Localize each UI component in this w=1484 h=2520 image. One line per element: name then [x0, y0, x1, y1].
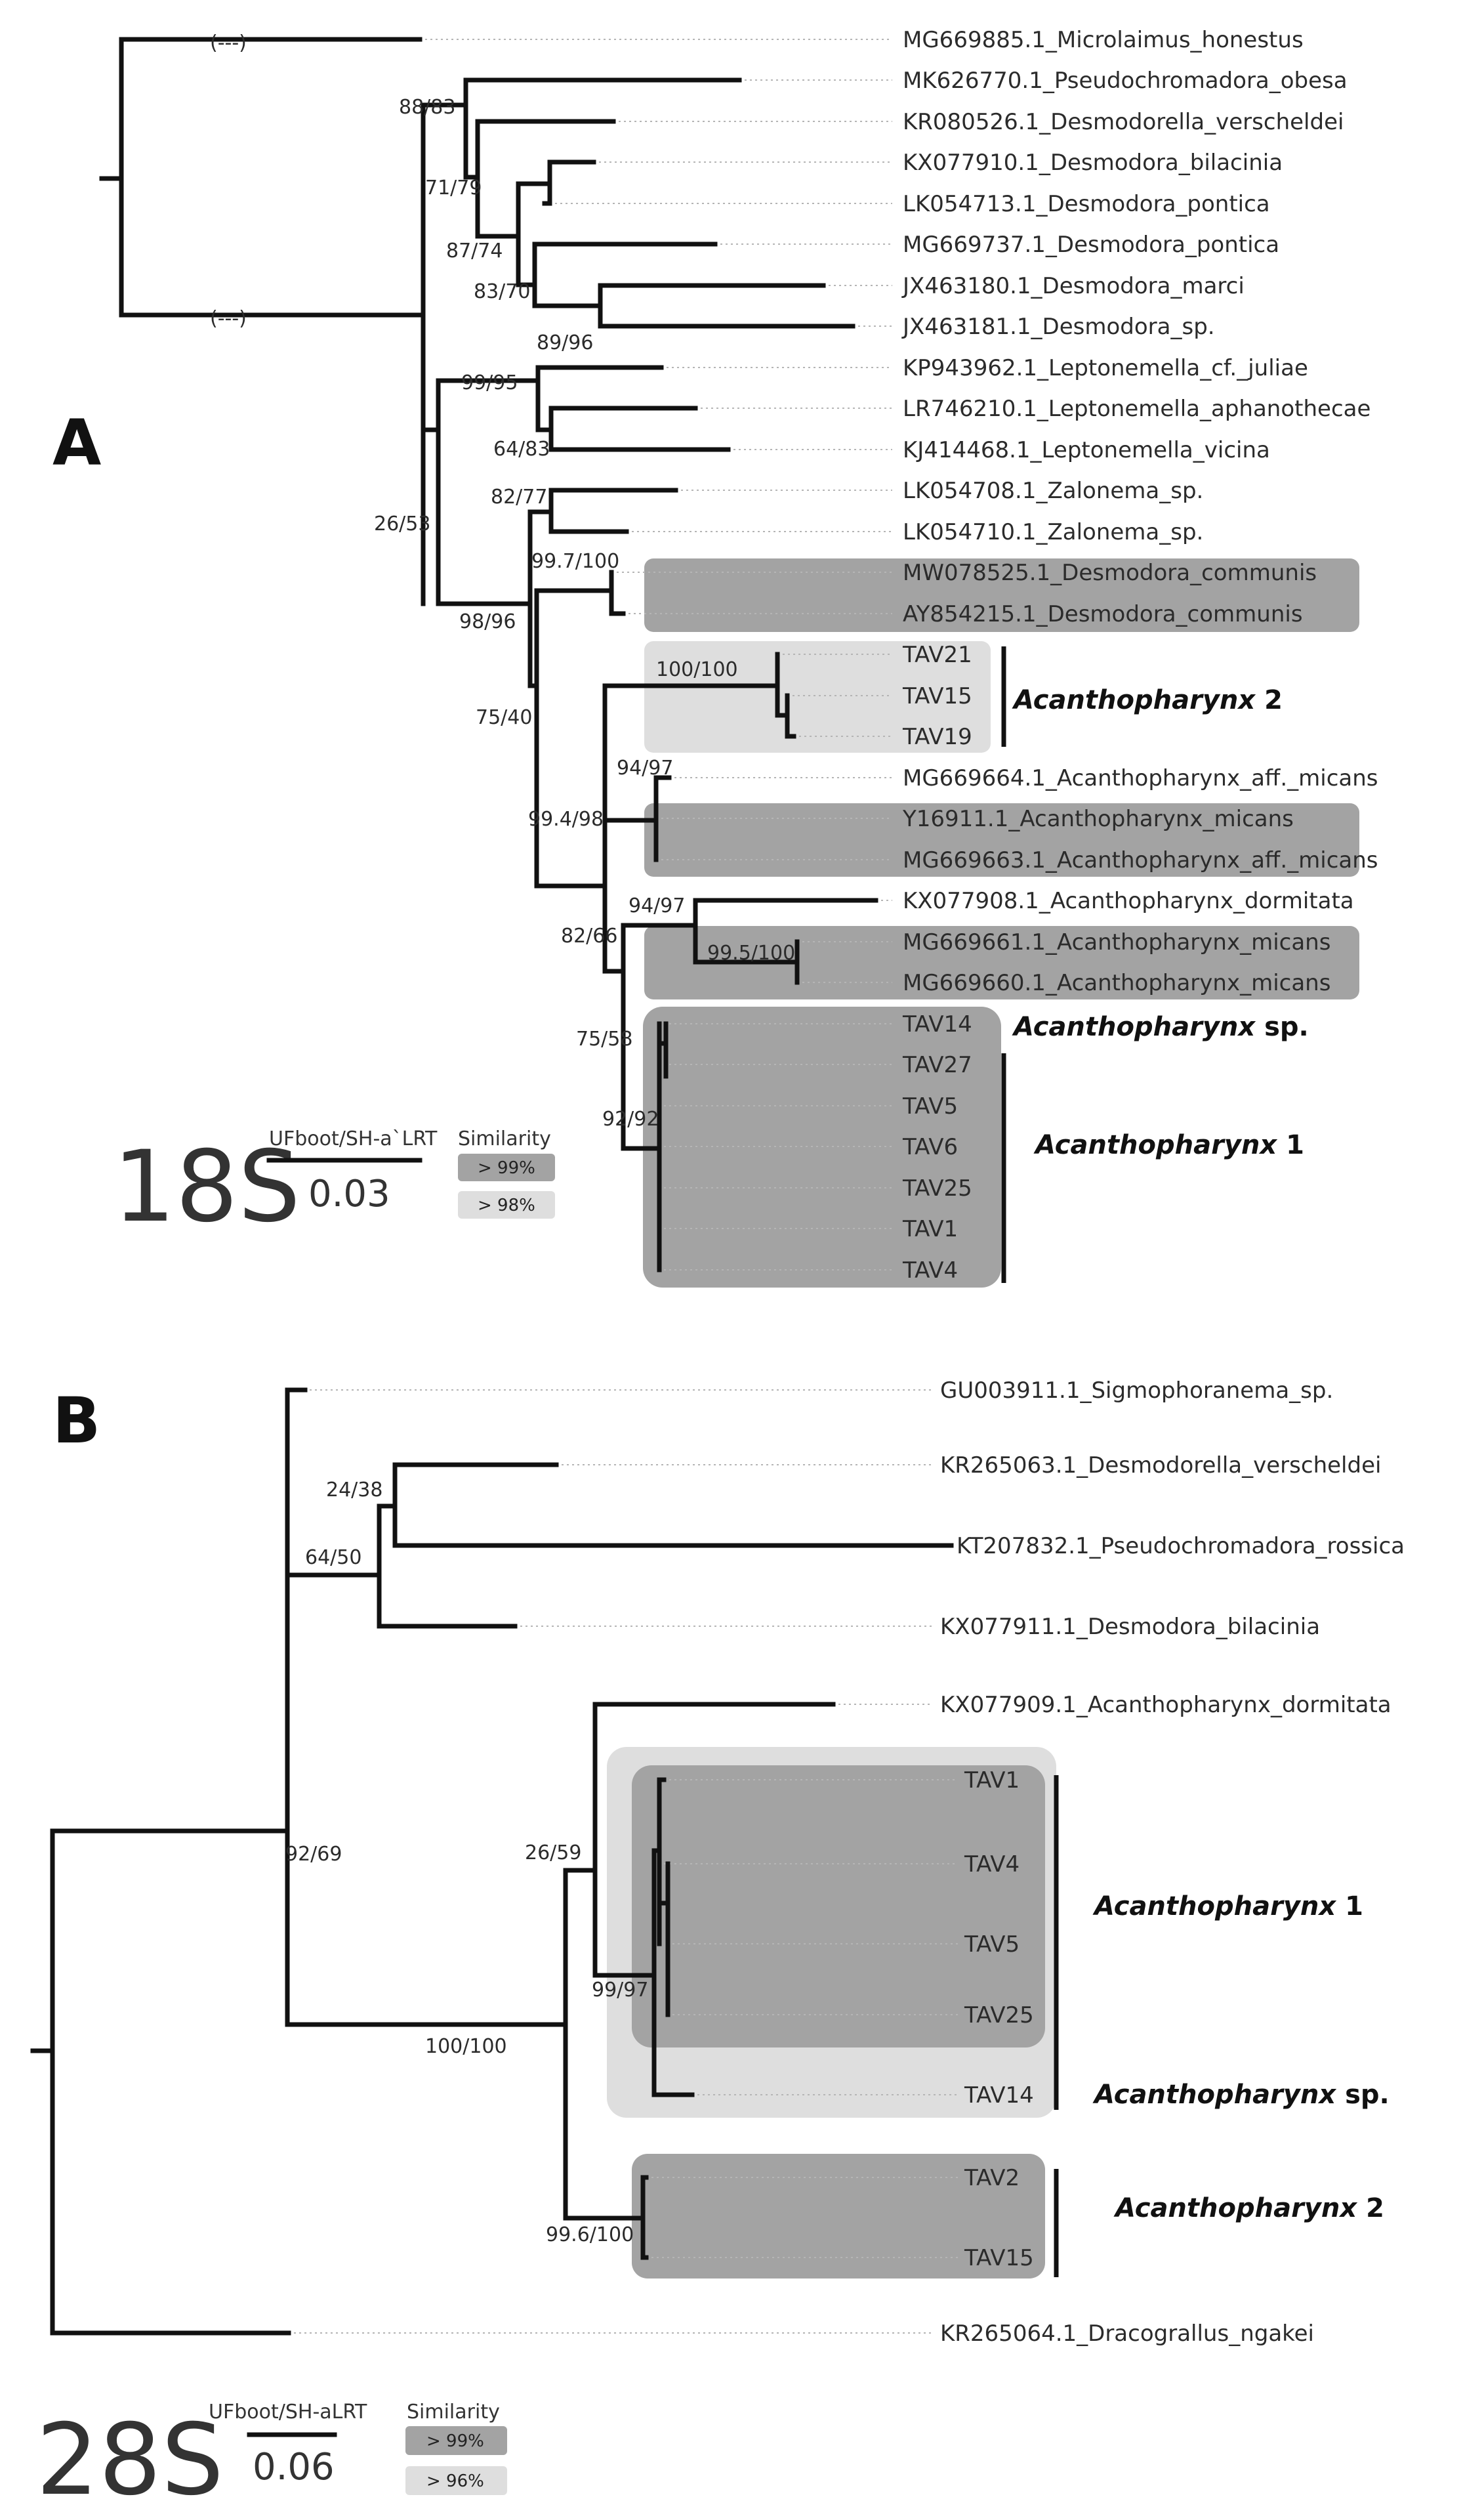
taxon-label: MG669661.1_Acanthopharynx_micans	[903, 929, 1331, 956]
support-method-label: UFboot/SH-aLRT	[209, 2401, 367, 2424]
support-value: 100/100	[656, 658, 738, 681]
taxon-label: KX077911.1_Desmodora_bilacinia	[940, 1614, 1321, 1640]
similarity-title: Similarity	[458, 1127, 551, 1150]
taxon-label: TAV6	[903, 1134, 958, 1160]
support-value: 64/83	[493, 438, 550, 461]
taxon-label: KP943962.1_Leptonemella_cf._juliae	[903, 355, 1308, 381]
taxon-label: KX077908.1_Acanthopharynx_dormitata	[903, 888, 1354, 914]
taxon-label: TAV25	[964, 2002, 1034, 2028]
group-label-acanthopharynx-2-b: Acanthopharynx 2	[1115, 2193, 1384, 2223]
group-label-acanthopharynx-1: Acanthopharynx 1	[1035, 1130, 1304, 1160]
panel-a	[52, 27, 1378, 1288]
taxon-label: JX463180.1_Desmodora_marci	[903, 273, 1245, 299]
taxon-label: AY854215.1_Desmodora_communis	[903, 601, 1303, 627]
support-value: 26/53	[374, 513, 431, 536]
taxon-label: GU003911.1_Sigmophoranema_sp.	[940, 1377, 1334, 1404]
support-value: 92/92	[602, 1108, 659, 1131]
gene-label-18s: 18S	[113, 1130, 301, 1244]
similarity-swatch-label: > 98%	[478, 1196, 535, 1215]
taxon-label: KX077909.1_Acanthopharynx_dormitata	[940, 1692, 1391, 1718]
panel-label-b: B	[52, 1384, 101, 1458]
taxon-label: TAV15	[903, 683, 972, 709]
group-label-acanthopharynx-sp: Acanthopharynx sp.	[1014, 1012, 1309, 1042]
taxon-label: TAV14	[964, 2082, 1034, 2109]
support-value: 100/100	[425, 2035, 507, 2058]
support-value: 24/38	[326, 1479, 383, 1502]
support-value: 75/58	[576, 1028, 633, 1051]
support-value: 94/97	[629, 894, 686, 917]
taxon-label: KT207832.1_Pseudochromadora_rossica	[957, 1533, 1405, 1559]
taxon-label: TAV15	[964, 2245, 1034, 2271]
taxon-label: LR746210.1_Leptonemella_aphanothecae	[903, 396, 1371, 422]
support-value: 98/96	[459, 610, 516, 633]
taxon-label: TAV5	[903, 1093, 958, 1120]
support-value: 64/50	[305, 1546, 362, 1569]
taxon-label: MK626770.1_Pseudochromadora_obesa	[903, 68, 1348, 94]
support-value: 94/97	[617, 757, 674, 780]
taxon-label: LK054708.1_Zalonema_sp.	[903, 478, 1204, 504]
taxon-label: KX077910.1_Desmodora_bilacinia	[903, 150, 1283, 176]
similarity-swatch-label: > 99%	[478, 1158, 535, 1178]
taxon-label: MG669885.1_Microlaimus_honestus	[903, 27, 1304, 53]
taxon-label: MW078525.1_Desmodora_communis	[903, 560, 1317, 586]
support-value: 89/96	[537, 331, 594, 354]
collapsed-mark-2: (---)	[210, 307, 247, 330]
similarity-title: Similarity	[407, 2401, 500, 2424]
taxon-label: TAV5	[964, 1931, 1020, 1958]
taxon-label: TAV14	[903, 1011, 972, 1038]
support-value: 82/77	[491, 486, 548, 509]
panel-b	[33, 1377, 1405, 2517]
taxon-label: LK054710.1_Zalonema_sp.	[903, 519, 1204, 545]
support-value: 88/83	[399, 96, 456, 119]
taxon-label: MG669663.1_Acanthopharynx_aff._micans	[903, 847, 1378, 873]
taxon-label: Y16911.1_Acanthopharynx_micans	[903, 806, 1294, 832]
taxon-label: TAV19	[903, 724, 972, 750]
taxon-label: KJ414468.1_Leptonemella_vicina	[903, 437, 1270, 463]
group-label-acanthopharynx-1-b: Acanthopharynx 1	[1094, 1891, 1363, 1922]
support-value: 92/69	[285, 1843, 342, 1866]
panel-label-a: A	[52, 406, 102, 480]
taxon-label: MG669660.1_Acanthopharynx_micans	[903, 970, 1331, 996]
taxon-label: TAV27	[903, 1052, 972, 1078]
support-value: 99/95	[461, 371, 518, 394]
similarity-swatch-label: > 99%	[426, 2431, 484, 2451]
taxon-label: JX463181.1_Desmodora_sp.	[903, 314, 1215, 340]
taxon-label: TAV2	[964, 2165, 1020, 2191]
collapsed-mark-1: (---)	[210, 32, 247, 54]
taxon-label: KR265064.1_Dracograllus_ngakei	[940, 2320, 1314, 2347]
taxon-label: TAV1	[964, 1767, 1020, 1794]
scale-value: 0.03	[308, 1173, 390, 1215]
taxon-label: MG669737.1_Desmodora_pontica	[903, 232, 1280, 258]
support-method-label: UFboot/SH-a`LRT	[269, 1127, 438, 1150]
support-value: 83/70	[474, 280, 531, 303]
support-value: 99.5/100	[707, 942, 796, 965]
taxon-label: TAV4	[964, 1851, 1020, 1878]
support-value: 26/59	[525, 1841, 582, 1864]
support-value: 75/40	[476, 706, 533, 729]
taxon-label: TAV21	[903, 642, 972, 668]
taxon-label: MG669664.1_Acanthopharynx_aff._micans	[903, 765, 1378, 791]
taxon-label: TAV25	[903, 1175, 972, 1202]
group-label-acanthopharynx-sp-b: Acanthopharynx sp.	[1094, 2080, 1390, 2110]
support-value: 99.4/98	[528, 808, 604, 831]
taxon-label: TAV4	[903, 1257, 958, 1284]
support-value: 82/66	[561, 925, 618, 948]
group-label-acanthopharynx-2: Acanthopharynx 2	[1014, 685, 1283, 715]
taxon-label: KR080526.1_Desmodorella_verscheldei	[903, 109, 1344, 135]
support-value: 87/74	[446, 240, 503, 262]
gene-label-28s: 28S	[36, 2403, 224, 2517]
support-value: 99.6/100	[546, 2223, 634, 2246]
similarity-swatch-label: > 96%	[426, 2471, 484, 2491]
support-value: 99/97	[592, 1979, 649, 2002]
scale-value: 0.06	[253, 2446, 335, 2488]
taxon-label: KR265063.1_Desmodorella_verscheldei	[940, 1452, 1382, 1479]
taxon-label: LK054713.1_Desmodora_pontica	[903, 191, 1270, 217]
support-value: 71/79	[425, 177, 482, 200]
support-value: 99.7/100	[531, 550, 620, 573]
taxon-label: TAV1	[903, 1216, 958, 1242]
